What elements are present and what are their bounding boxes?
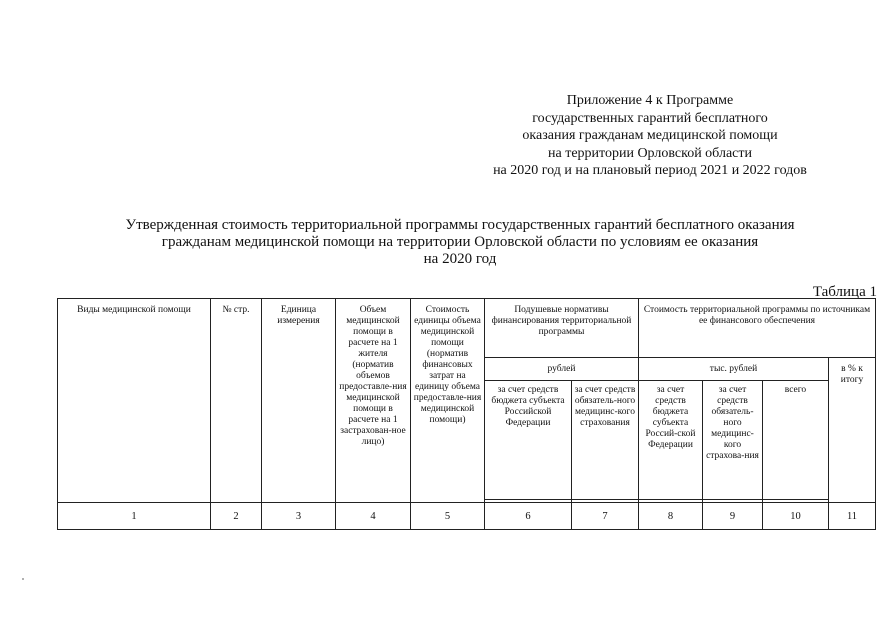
title-line: гражданам медицинской помощи на территории Орловской области по условиям ее оказания	[161, 234, 759, 250]
column-number: 1	[58, 503, 211, 530]
table-number-label: Таблица 1	[812, 284, 877, 300]
cost-table	[57, 298, 876, 530]
header-line-number: № стр.	[211, 299, 262, 503]
header-unit-cost: Стоимость единицы объема медицинской помощи (норматив финансовых затрат на единицу объема предоставле-ния медицинской помощи)	[411, 299, 485, 503]
scan-speck	[22, 578, 24, 580]
column-number: 5	[411, 503, 485, 530]
header-oms-total: за счет средств обязатель-ного медицинс-кого страхова-ния	[703, 381, 763, 500]
document-title	[110, 217, 810, 268]
appendix-note	[470, 92, 830, 180]
header-per-capita-group: Подушевые нормативы финансирования территориальной программы	[485, 299, 639, 358]
column-number: 7	[572, 503, 639, 530]
header-unit: Единица измерения	[262, 299, 336, 503]
appendix-line: на территории Орловской области	[548, 145, 752, 161]
column-number: 2	[211, 503, 262, 530]
title-line: Утвержденная стоимость территориальной программы государственных гарантий бесплатного оказания	[125, 217, 795, 233]
header-volume: Объем медицинской помощи в расчете на 1 жителя (норматив объемов предоставле-ния медицинской помощи в расчете на 1 застрахован-ное лицо)	[336, 299, 411, 503]
column-number: 8	[639, 503, 703, 530]
column-number: 6	[485, 503, 572, 530]
appendix-line: оказания гражданам медицинской помощи	[522, 128, 778, 143]
column-number: 11	[829, 503, 876, 530]
header-unit-thousand-rubles: тыс. рублей	[639, 358, 829, 381]
column-number: 4	[336, 503, 411, 530]
column-number-row	[58, 503, 876, 530]
header-total: всего	[763, 381, 829, 500]
header-subject-budget-total: за счет средств бюджета субъекта Россий-ской Федерации	[639, 381, 703, 500]
appendix-line: Приложение 4 к Программе	[566, 93, 734, 108]
column-number: 9	[703, 503, 763, 530]
header-percent-of-total: в % к итогу	[829, 358, 876, 503]
column-number: 10	[763, 503, 829, 530]
appendix-line: государственных гарантий бесплатного	[532, 110, 768, 126]
appendix-line: на 2020 год и на плановый период 2021 и 2022 годов	[493, 163, 807, 178]
header-medical-care-types: Виды медицинской помощи	[58, 299, 211, 503]
header-total-cost-group: Стоимость территориальной программы по источникам ее финансового обеспечения	[639, 299, 876, 358]
title-line: на 2020 год	[423, 251, 497, 267]
header-unit-rubles: рублей	[485, 358, 639, 381]
column-number: 3	[262, 503, 336, 530]
header-subject-budget: за счет средств бюджета субъекта Российской Федерации	[485, 381, 572, 500]
header-oms: за счет средств обязатель-ного медицинс-кого страхования	[572, 381, 639, 500]
